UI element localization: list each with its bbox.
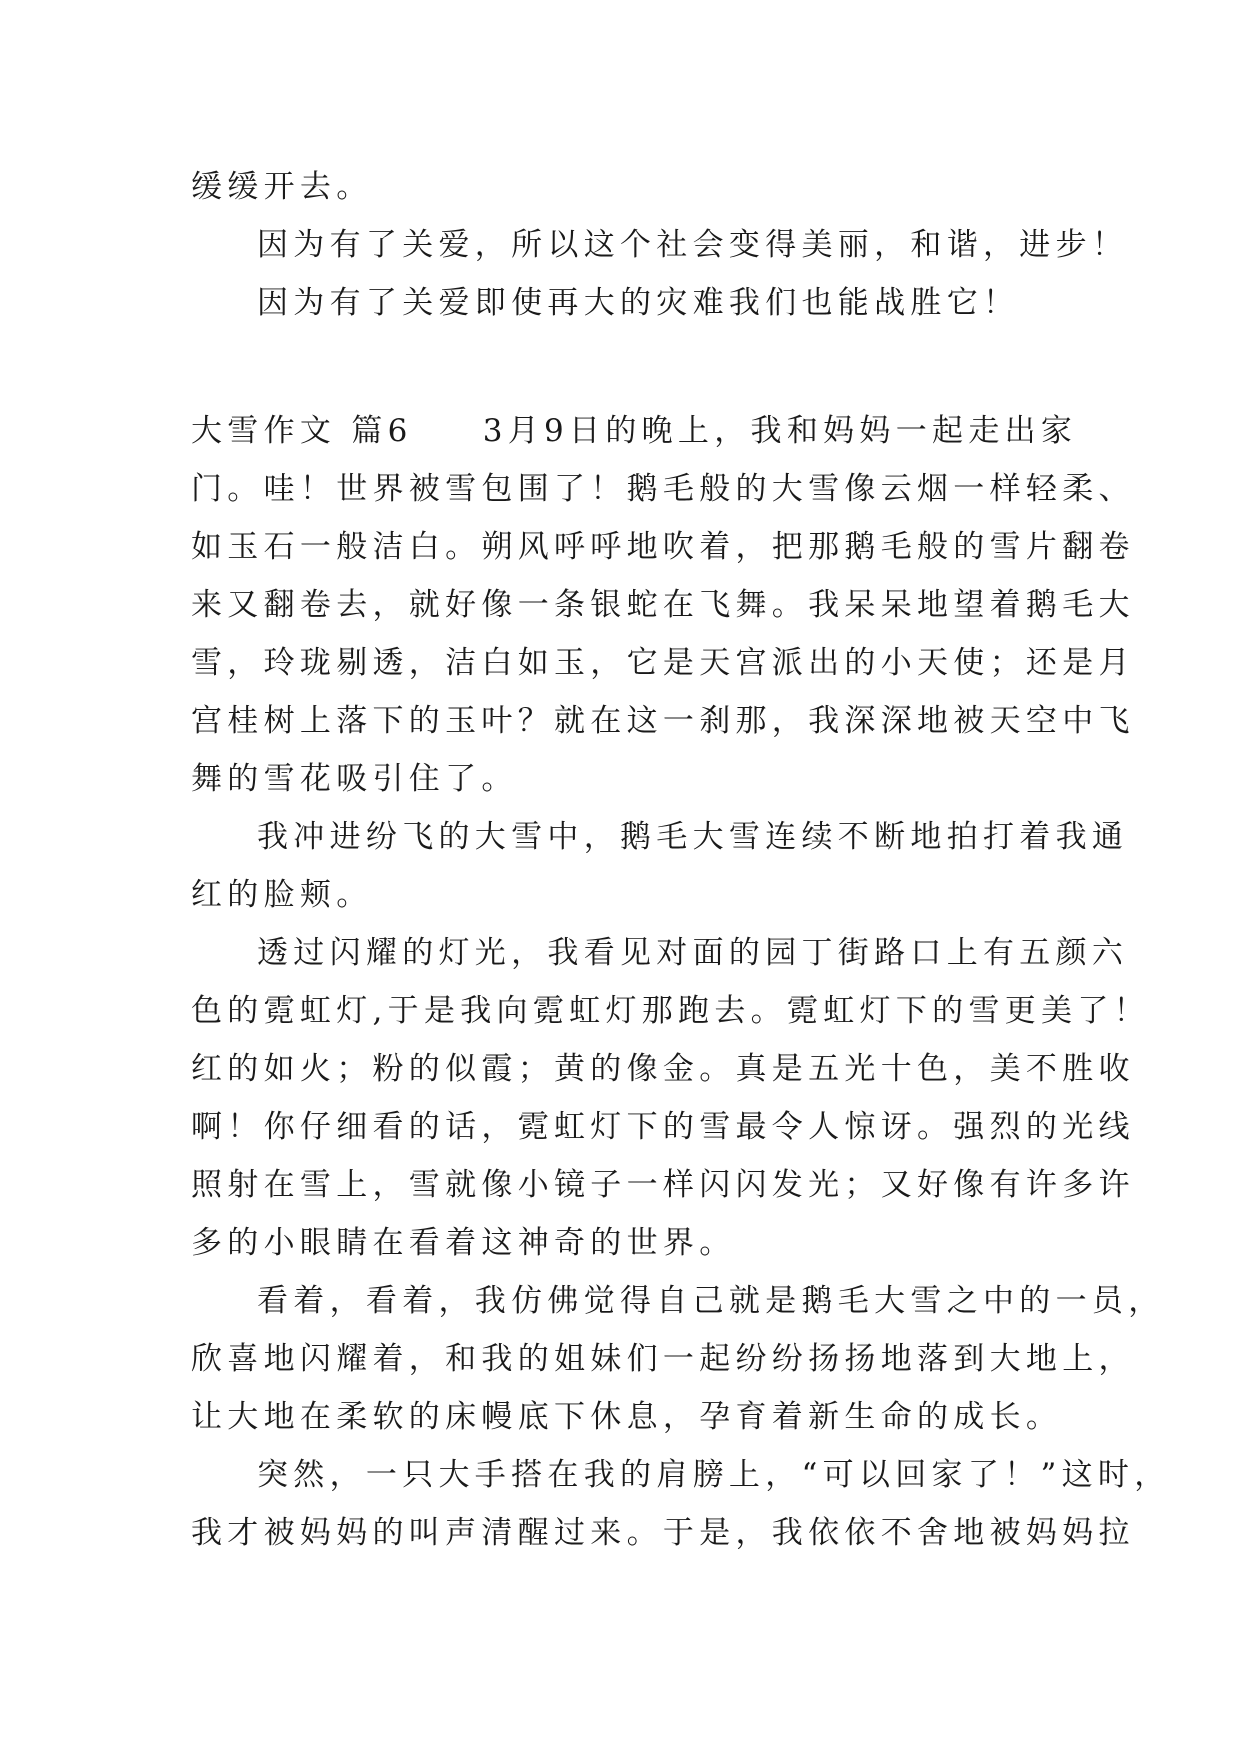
text-line: 多的小眼睛在看着这神奇的世界。: [191, 1225, 736, 1261]
text-line: 舞的雪花吸引住了。: [191, 761, 518, 797]
text-line: 门。哇！世界被雪包围了！鹅毛般的大雪像云烟一样轻柔、: [191, 471, 1135, 507]
section-heading: 大雪作文 篇6: [191, 413, 413, 449]
text-line: 宫桂树上落下的玉叶？就在这一刹那，我深深地被天空中飞: [191, 703, 1135, 739]
text-line: 雪，玲珑剔透，洁白如玉，它是天宫派出的小天使；还是月: [191, 645, 1135, 681]
text-line: 因为有了关爱，所以这个社会变得美丽，和谐，进步！: [257, 227, 1129, 263]
text-line: 欣喜地闪耀着，和我的姐妹们一起纷纷扬扬地落到大地上，: [191, 1341, 1135, 1377]
text-line: 因为有了关爱即使再大的灾难我们也能战胜它！: [257, 285, 1020, 321]
text-line: 色的霓虹灯,于是我向霓虹灯那跑去。霓虹灯下的雪更美了！: [191, 993, 1150, 1029]
text-line: 红的如火；粉的似霞；黄的像金。真是五光十色，美不胜收: [191, 1051, 1135, 1087]
text-line: 让大地在柔软的床幔底下休息，孕育着新生命的成长。: [191, 1399, 1063, 1435]
text-line: 缓缓开去。: [191, 169, 373, 205]
essay-text: [191, 158, 1171, 1562]
text-line: 突然，一只大手搭在我的肩膀上，“可以回家了！”这时，: [257, 1457, 1171, 1493]
section-heading-line: [191, 402, 1078, 460]
text-line: 来又翻卷去，就好像一条银蛇在飞舞。我呆呆地望着鹅毛大: [191, 587, 1135, 623]
text-line: 看着，看着，我仿佛觉得自己就是鹅毛大雪之中的一员，: [257, 1283, 1165, 1319]
text-line: 红的脸颊。: [191, 877, 373, 913]
text-line: 如玉石一般洁白。朔风呼呼地吹着，把那鹅毛般的雪片翻卷: [191, 529, 1135, 565]
text-line: 我冲进纷飞的大雪中，鹅毛大雪连续不断地拍打着我通: [257, 819, 1129, 855]
text-line: 啊！你仔细看的话，霓虹灯下的雪最令人惊讶。强烈的光线: [191, 1109, 1135, 1145]
section-gap: [191, 332, 1051, 402]
text-line: 照射在雪上，雪就像小镜子一样闪闪发光；又好像有许多许: [191, 1167, 1135, 1203]
text-line: 3月9日的晚上，我和妈妈一起走出家: [482, 413, 1078, 449]
text-line: 透过闪耀的灯光，我看见对面的园丁街路口上有五颜六: [257, 935, 1129, 971]
text-line: 我才被妈妈的叫声清醒过来。于是，我依依不舍地被妈妈拉: [191, 1515, 1135, 1551]
